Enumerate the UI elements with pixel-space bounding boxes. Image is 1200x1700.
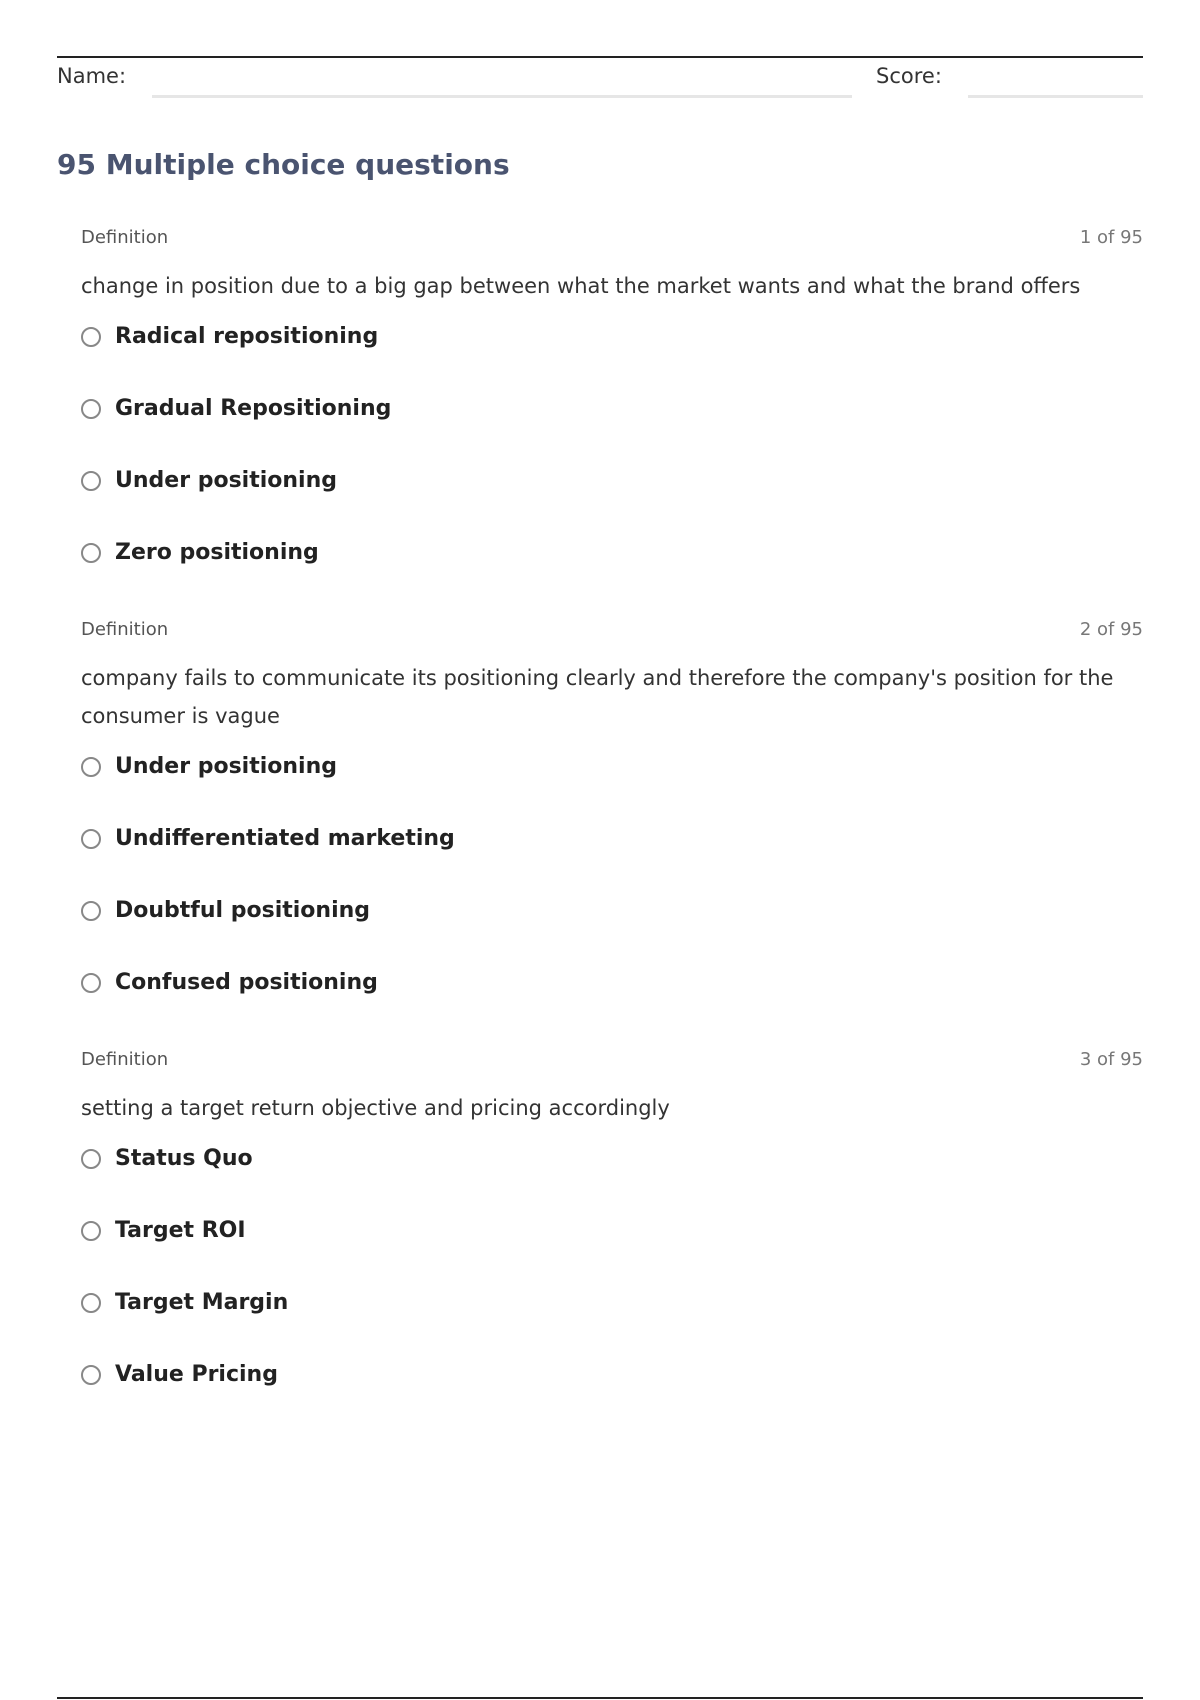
- option-label: Doubtful positioning: [115, 898, 371, 923]
- answer-options: [81, 1145, 1143, 1433]
- question-3: [81, 1049, 1143, 1433]
- radio-button[interactable]: [81, 399, 101, 419]
- question-1: [81, 227, 1143, 611]
- question-counter: 1 of 95: [1079, 227, 1143, 248]
- bottom-divider: [57, 1697, 1143, 1699]
- name-field-line[interactable]: [152, 95, 852, 98]
- radio-button[interactable]: [81, 973, 101, 993]
- answer-option[interactable]: [81, 825, 1143, 897]
- option-label: Status Quo: [115, 1146, 253, 1171]
- question-type: Definition: [81, 1049, 169, 1070]
- option-label: Value Pricing: [115, 1362, 278, 1387]
- answer-option[interactable]: [81, 1361, 1143, 1433]
- question-prompt: change in position due to a big gap between what the market wants and what the brand offers: [81, 274, 1081, 298]
- top-divider: [57, 56, 1143, 58]
- score-label: Score:: [876, 64, 942, 88]
- radio-button[interactable]: [81, 1293, 101, 1313]
- name-label: Name:: [57, 64, 127, 88]
- header-fields: [57, 60, 1143, 100]
- answer-option[interactable]: [81, 1289, 1143, 1361]
- answer-option[interactable]: [81, 1145, 1143, 1217]
- answer-option[interactable]: [81, 969, 1143, 1041]
- option-label: Target Margin: [115, 1290, 289, 1315]
- question-type: Definition: [81, 227, 169, 248]
- radio-button[interactable]: [81, 829, 101, 849]
- option-label: Confused positioning: [115, 970, 378, 995]
- page-title: 95 Multiple choice questions: [57, 148, 510, 181]
- option-label: Under positioning: [115, 754, 337, 779]
- question-counter: 2 of 95: [1079, 619, 1143, 640]
- radio-button[interactable]: [81, 1149, 101, 1169]
- score-field-line[interactable]: [968, 95, 1143, 98]
- option-label: Radical repositioning: [115, 324, 379, 349]
- answer-option[interactable]: [81, 897, 1143, 969]
- answer-option[interactable]: [81, 1217, 1143, 1289]
- radio-button[interactable]: [81, 1365, 101, 1385]
- radio-button[interactable]: [81, 543, 101, 563]
- answer-option[interactable]: [81, 467, 1143, 539]
- question-type: Definition: [81, 619, 169, 640]
- radio-button[interactable]: [81, 1221, 101, 1241]
- option-label: Target ROI: [115, 1218, 246, 1243]
- option-label: Zero positioning: [115, 540, 319, 565]
- answer-option[interactable]: [81, 395, 1143, 467]
- radio-button[interactable]: [81, 901, 101, 921]
- radio-button[interactable]: [81, 757, 101, 777]
- answer-option[interactable]: [81, 323, 1143, 395]
- question-header: [81, 1049, 1143, 1073]
- answer-option[interactable]: [81, 539, 1143, 611]
- answer-options: [81, 753, 1143, 1041]
- question-counter: 3 of 95: [1079, 1049, 1143, 1070]
- radio-button[interactable]: [81, 471, 101, 491]
- option-label: Under positioning: [115, 468, 337, 493]
- answer-option[interactable]: [81, 753, 1143, 825]
- question-2: [81, 619, 1143, 1041]
- question-prompt: company fails to communicate its positioning clearly and therefore the company's position for the consumer is vague: [81, 666, 1114, 728]
- radio-button[interactable]: [81, 327, 101, 347]
- option-label: Gradual Repositioning: [115, 396, 392, 421]
- answer-options: [81, 323, 1143, 611]
- question-header: [81, 619, 1143, 643]
- option-label: Undifferentiated marketing: [115, 826, 455, 851]
- question-prompt: setting a target return objective and pricing accordingly: [81, 1096, 670, 1120]
- question-header: [81, 227, 1143, 251]
